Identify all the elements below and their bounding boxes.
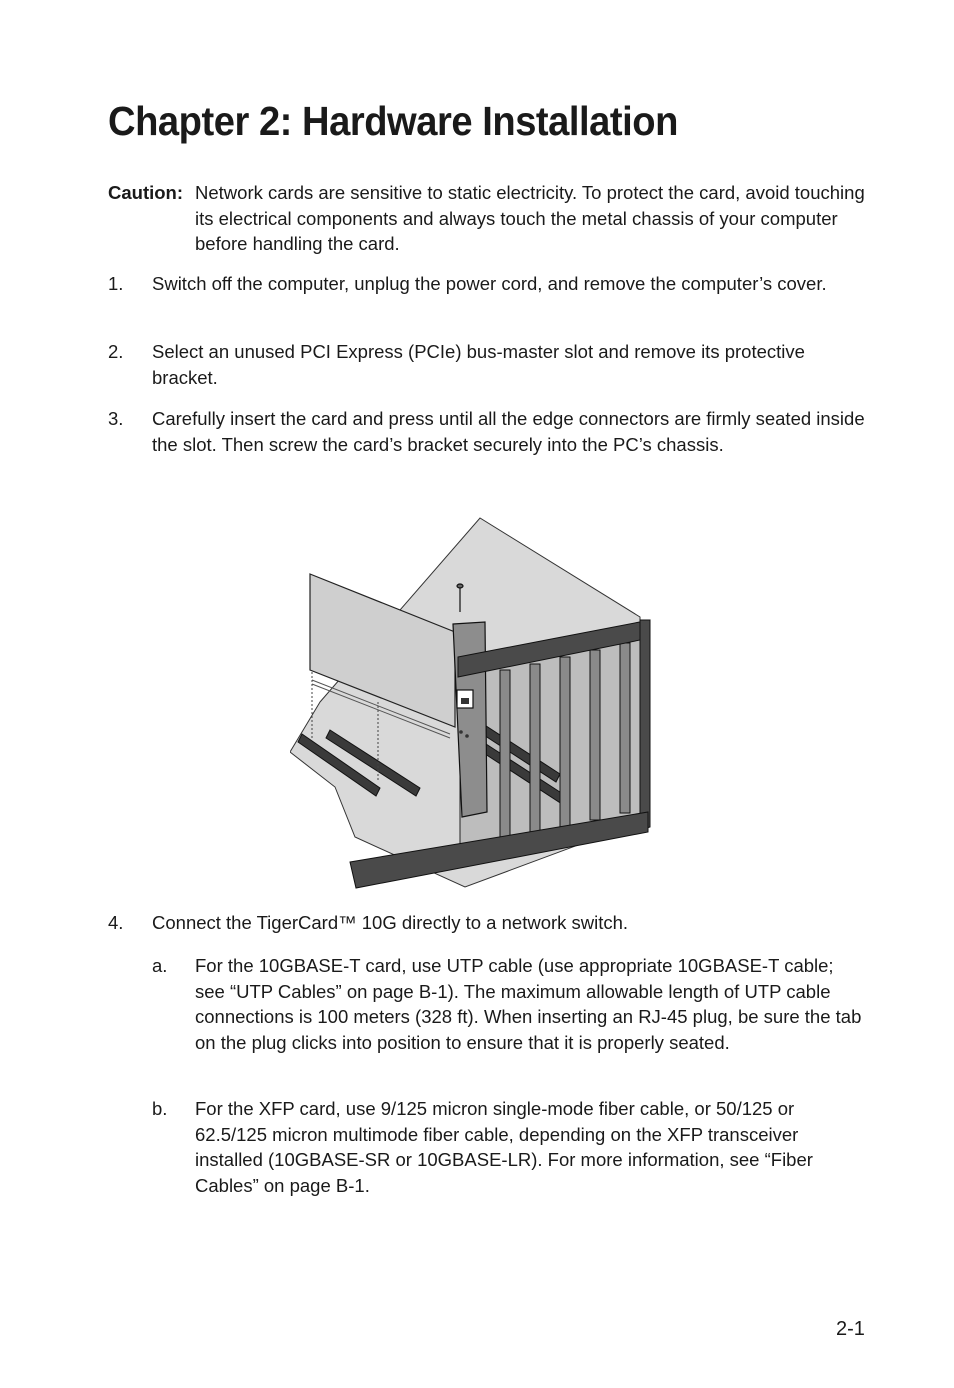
caution-text: Network cards are sensitive to static electricity. To protect the card, avoid touching its electrical components and always touch the metal chassis of your computer before handling the card.: [195, 182, 865, 254]
step-text: Select an unused PCI Express (PCIe) bus-master slot and remove its protective bracket.: [152, 341, 805, 388]
step-number: 1.: [108, 273, 124, 294]
substep-text: For the 10GBASE-T card, use UTP cable (use appropriate 10GBASE-T cable; see “UTP Cables” on page B-1). The maximum allowable length of UTP cable connections is 100 meters (328 ft). When inserting an RJ-45 plug, be sure the tab on the plug clicks into position to ensure that it is properly seated.: [195, 955, 862, 1053]
substep-letter: a.: [152, 955, 168, 976]
step-3: [108, 406, 868, 457]
step-text: Switch off the computer, unplug the power cord, and remove the computer’s cover.: [152, 273, 827, 294]
pcie-card-installation-illustration: [290, 512, 660, 892]
step-number: 3.: [108, 408, 124, 429]
page-number: 2-1: [836, 1318, 865, 1340]
caution-note: [108, 180, 868, 257]
step-1: [108, 271, 868, 297]
step-2: [108, 339, 868, 390]
substep-letter: b.: [152, 1098, 168, 1119]
substep-b: [152, 1096, 868, 1198]
substep-text: For the XFP card, use 9/125 micron single-mode fiber cable, or 50/125 or 62.5/125 micron multimode fiber cable, depending on the XFP transceiver installed (10GBASE-SR or 10GBASE-LR). For more information, see “Fiber Cables” on page B-1.: [195, 1098, 813, 1196]
caution-label: Caution:: [108, 182, 184, 203]
step-text: Connect the TigerCard™ 10G directly to a network switch.: [152, 912, 629, 933]
step-4: [108, 910, 868, 936]
substep-a: [152, 953, 868, 1055]
step-number: 4.: [108, 912, 124, 933]
step-text: Carefully insert the card and press until all the edge connectors are firmly seated inside the slot. Then screw the card’s bracket securely into the PC’s chassis.: [152, 408, 865, 455]
chapter-title: Chapter 2: Hardware Installation: [108, 98, 678, 144]
step-number: 2.: [108, 341, 124, 362]
